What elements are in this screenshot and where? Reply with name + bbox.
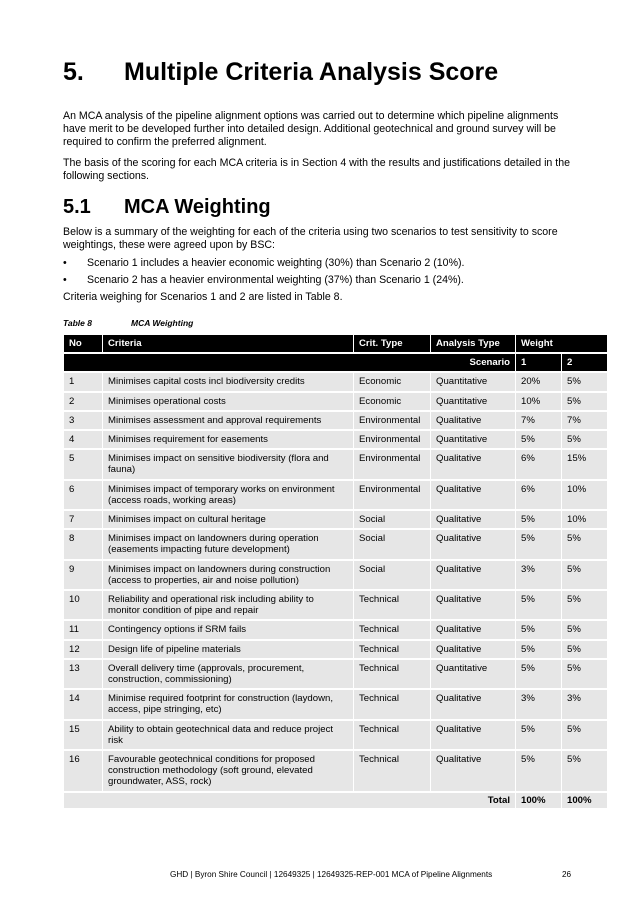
row-weight-2: 5% [562,561,607,589]
header-analysis-type: Analysis Type [431,335,515,352]
row-analysis-type: Qualitative [431,561,515,589]
row-weight-2: 5% [562,431,607,448]
row-crit-type: Social [354,561,430,589]
intro-paragraph-2: The basis of the scoring for each MCA criteria is in Section 4 with the results and justifications detailed in the following sections. [63,157,570,183]
header-criteria: Criteria [103,335,353,352]
row-criteria: Minimises operational costs [103,393,353,410]
subsection-heading [63,196,271,219]
row-number: 14 [64,690,102,718]
row-criteria: Reliability and operational risk including ability to monitor condition of pipe and repair [103,591,353,619]
total-weight-1: 100% [516,793,561,808]
row-weight-2: 10% [562,481,607,509]
row-criteria: Minimises impact on landowners during construction (access to properties, air and noise pollution) [103,561,353,589]
scenario-1-header: 1 [516,354,561,371]
row-weight-2: 15% [562,450,607,478]
scenario-label: Scenario [64,354,515,371]
row-analysis-type: Qualitative [431,481,515,509]
row-weight-1: 5% [516,621,561,638]
table-row [64,641,607,658]
bullet-icon: • [63,274,67,286]
row-criteria: Favourable geotechnical conditions for proposed construction methodology (soft ground, elevated groundwater, ASS, rock) [103,751,353,791]
subsection-number: 5.1 [63,196,91,218]
bullet-item [63,274,464,287]
table-caption [63,318,193,328]
row-weight-1: 6% [516,450,561,478]
row-weight-2: 7% [562,412,607,429]
row-analysis-type: Qualitative [431,412,515,429]
row-crit-type: Economic [354,393,430,410]
row-weight-1: 7% [516,412,561,429]
table-row [64,561,607,589]
row-number: 10 [64,591,102,619]
intro-paragraph-1: An MCA analysis of the pipeline alignment options was carried out to determine which pipeline alignments have merit to be developed further into detailed design. Additional geotechnical and ground survey will be required to confirm the preferred alignment. [63,110,559,149]
row-weight-2: 5% [562,621,607,638]
table-row [64,511,607,528]
row-analysis-type: Qualitative [431,450,515,478]
row-weight-1: 5% [516,511,561,528]
table-row [64,621,607,638]
row-weight-1: 6% [516,481,561,509]
row-analysis-type: Quantitative [431,431,515,448]
row-criteria: Ability to obtain geotechnical data and reduce project risk [103,721,353,749]
row-criteria: Design life of pipeline materials [103,641,353,658]
row-crit-type: Technical [354,660,430,688]
table-row [64,373,607,390]
row-number: 12 [64,641,102,658]
header-weight: Weight [516,335,607,352]
page-number: 26 [562,870,572,879]
section-number: 5. [63,58,84,86]
row-criteria: Minimises capital costs incl biodiversity credits [103,373,353,390]
table-caption-number: Table 8 [63,318,92,328]
row-number: 4 [64,431,102,448]
row-weight-1: 20% [516,373,561,390]
row-crit-type: Social [354,530,430,558]
row-crit-type: Technical [354,591,430,619]
table-row [64,751,607,791]
total-label: Total [64,793,515,808]
row-weight-1: 5% [516,660,561,688]
row-analysis-type: Quantitative [431,660,515,688]
row-analysis-type: Quantitative [431,393,515,410]
table-header-row [64,335,607,352]
row-weight-1: 5% [516,530,561,558]
row-number: 11 [64,621,102,638]
row-criteria: Minimises assessment and approval requirements [103,412,353,429]
row-criteria: Minimise required footprint for construction (laydown, access, pipe stringing, etc) [103,690,353,718]
row-criteria: Contingency options if SRM fails [103,621,353,638]
bullet-item [63,257,464,270]
total-row [64,793,607,808]
row-weight-2: 3% [562,690,607,718]
row-number: 9 [64,561,102,589]
row-weight-1: 3% [516,561,561,589]
row-weight-1: 5% [516,721,561,749]
row-analysis-type: Qualitative [431,751,515,791]
row-criteria: Overall delivery time (approvals, procurement, construction, commissioning) [103,660,353,688]
row-weight-2: 5% [562,660,607,688]
row-crit-type: Technical [354,641,430,658]
scenario-header-row [64,354,607,371]
row-crit-type: Technical [354,690,430,718]
row-crit-type: Social [354,511,430,528]
row-criteria: Minimises impact on sensitive biodiversity (flora and fauna) [103,450,353,478]
row-crit-type: Environmental [354,412,430,429]
row-weight-1: 10% [516,393,561,410]
header-crit-type: Crit. Type [354,335,430,352]
row-weight-1: 3% [516,690,561,718]
row-weight-1: 5% [516,641,561,658]
row-number: 16 [64,751,102,791]
bullet-icon: • [63,257,67,269]
row-weight-2: 5% [562,591,607,619]
row-weight-1: 5% [516,431,561,448]
row-weight-1: 5% [516,751,561,791]
table-row [64,431,607,448]
row-crit-type: Technical [354,721,430,749]
row-analysis-type: Qualitative [431,591,515,619]
header-no: No [64,335,102,352]
table-row [64,690,607,718]
table-row [64,412,607,429]
table-caption-title: MCA Weighting [131,318,194,328]
section-title: Multiple Criteria Analysis Score [124,58,499,86]
row-weight-2: 5% [562,641,607,658]
row-crit-type: Technical [354,621,430,638]
section-heading [63,58,498,87]
footer-text: GHD | Byron Shire Council | 12649325 | 12649325-REP-001 MCA of Pipeline Alignments [170,870,493,879]
mca-weighting-table [63,333,608,810]
row-crit-type: Technical [354,751,430,791]
row-weight-2: 5% [562,373,607,390]
row-weight-2: 5% [562,393,607,410]
row-analysis-type: Qualitative [431,530,515,558]
row-crit-type: Environmental [354,431,430,448]
row-criteria: Minimises impact of temporary works on environment (access roads, working areas) [103,481,353,509]
row-number: 3 [64,412,102,429]
row-criteria: Minimises impact on landowners during operation (easements impacting future development) [103,530,353,558]
total-weight-2: 100% [562,793,607,808]
bullet-text: Scenario 2 has a heavier environmental weighting (37%) than Scenario 1 (24%). [87,274,464,286]
row-criteria: Minimises requirement for easements [103,431,353,448]
row-number: 13 [64,660,102,688]
row-crit-type: Economic [354,373,430,390]
subsection-title: MCA Weighting [124,196,271,218]
row-analysis-type: Qualitative [431,721,515,749]
row-weight-2: 10% [562,511,607,528]
row-number: 2 [64,393,102,410]
table-row [64,530,607,558]
table-row [64,660,607,688]
table-row [64,393,607,410]
row-number: 1 [64,373,102,390]
weighting-paragraph: Below is a summary of the weighting for each of the criteria using two scenarios to test sensitivity to score weightings, these were agreed upon by BSC: [63,226,558,252]
row-crit-type: Environmental [354,481,430,509]
bullet-text: Scenario 1 includes a heavier economic weighting (30%) than Scenario 2 (10%). [87,257,465,269]
table-row [64,591,607,619]
row-crit-type: Environmental [354,450,430,478]
row-criteria: Minimises impact on cultural heritage [103,511,353,528]
table-row [64,721,607,749]
table-row [64,450,607,478]
row-number: 15 [64,721,102,749]
table-reference-paragraph: Criteria weighing for Scenarios 1 and 2 are listed in Table 8. [63,291,343,303]
row-analysis-type: Qualitative [431,690,515,718]
row-weight-2: 5% [562,530,607,558]
row-analysis-type: Quantitative [431,373,515,390]
row-number: 6 [64,481,102,509]
row-number: 8 [64,530,102,558]
table-row [64,481,607,509]
row-analysis-type: Qualitative [431,511,515,528]
row-analysis-type: Qualitative [431,641,515,658]
scenario-2-header: 2 [562,354,607,371]
row-analysis-type: Qualitative [431,621,515,638]
row-weight-2: 5% [562,751,607,791]
row-weight-1: 5% [516,591,561,619]
row-number: 7 [64,511,102,528]
row-number: 5 [64,450,102,478]
row-weight-2: 5% [562,721,607,749]
